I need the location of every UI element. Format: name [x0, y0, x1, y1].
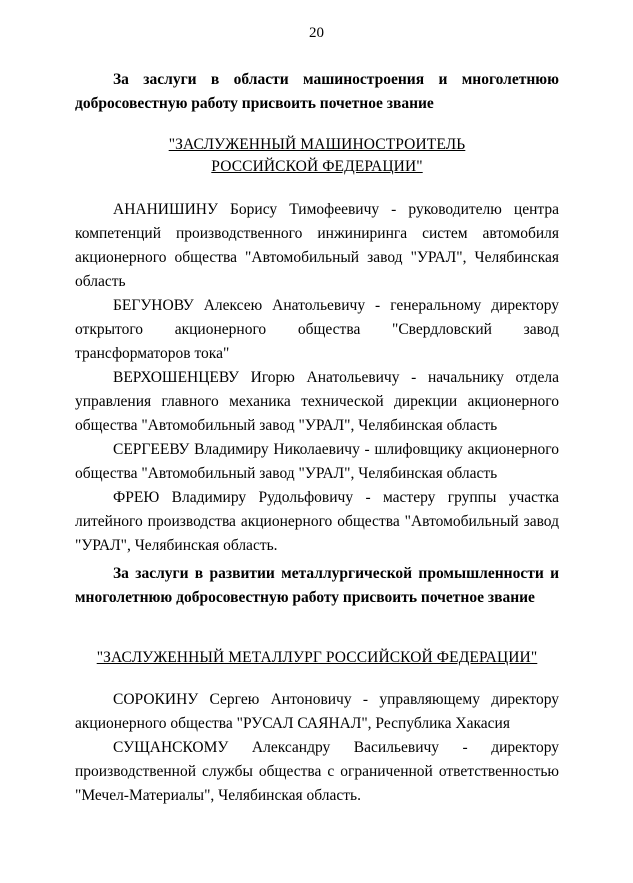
awardee-entry: СОРОКИНУ Сергею Антоновичу - управляющему директору акционерного общества "РУСАЛ САЯНАЛ", Республика Хакасия	[75, 691, 559, 732]
awardee-entry: АНАНИШИНУ Борису Тимофеевичу - руководителю центра компетенций производственного инжиниринга систем автомобиля акционерного общества "Автомобильный завод "УРАЛ", Челябинская область	[75, 201, 559, 290]
award-title-line: "ЗАСЛУЖЕННЫЙ МЕТАЛЛУРГ РОССИЙСКОЙ ФЕДЕРАЦИИ"	[96, 649, 538, 666]
section-heading: За заслуги в развитии металлургической промышленности и многолетнюю добросовестную работу присвоить почетное звание	[75, 565, 559, 606]
awardee-entry: ФРЕЮ Владимиру Рудольфовичу - мастеру группы участка литейного производства акционерного общества "Автомобильный завод "УРАЛ", Челябинская область.	[75, 489, 559, 554]
award-title	[75, 647, 559, 669]
section-1-entries	[75, 198, 559, 558]
awardee-entry: БЕГУНОВУ Алексею Анатольевичу - генеральному директору открытого акционерного общества "Свердловский завод трансформаторов тока"	[75, 297, 559, 362]
awardee-entry: ВЕРХОШЕНЦЕВУ Игорю Анатольевичу - начальнику отдела управления главного механика технической дирекции акционерного общества "Автомобильный завод "УРАЛ", Челябинская область	[75, 369, 559, 434]
section-heading: За заслуги в области машиностроения и многолетнюю добросовестную работу присвоить почетное звание	[75, 71, 559, 112]
section-2-entries	[75, 688, 559, 808]
award-title-line: "ЗАСЛУЖЕННЫЙ МАШИНОСТРОИТЕЛЬ	[168, 136, 466, 153]
award-title-line: РОССИЙСКОЙ ФЕДЕРАЦИИ"	[211, 158, 423, 175]
section-1-heading-block	[75, 68, 559, 116]
section-2-heading-block	[75, 562, 559, 610]
awardee-entry: СУЩАНСКОМУ Александру Васильевичу - директору производственной службы общества с ограниченной ответственностью "Мечел-Материалы", Челябинская область.	[75, 739, 559, 804]
award-title	[75, 134, 559, 178]
page-number: 20	[309, 25, 324, 41]
awardee-entry: СЕРГЕЕВУ Владимиру Николаевичу - шлифовщику акционерного общества "Автомобильный завод "УРАЛ", Челябинская область	[75, 441, 559, 482]
